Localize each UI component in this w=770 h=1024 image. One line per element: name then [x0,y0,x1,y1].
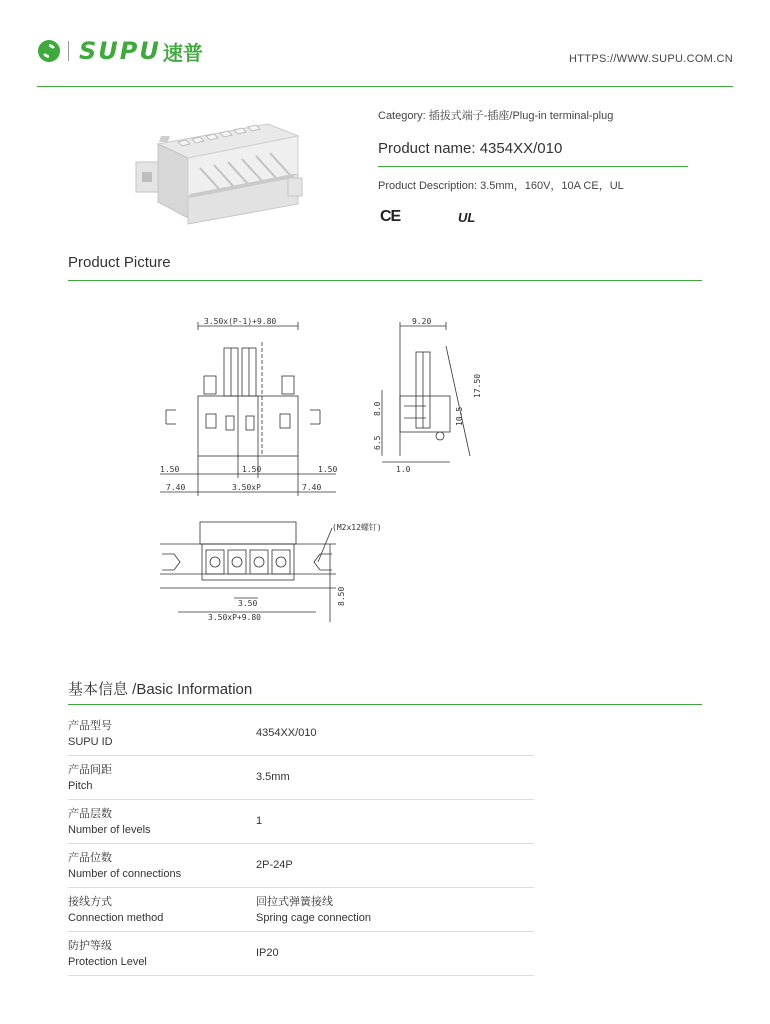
row-value: 3.5mm [256,771,290,783]
dim-side-v2: 6.5 [373,435,382,450]
row-label [68,893,256,927]
product-picture-title: Product Picture [68,254,171,271]
screw-note: (M2x12螺钉) [332,523,382,532]
table-row [68,756,534,800]
product-image [128,106,308,226]
table-row [68,712,534,756]
dim-bottom-b: 3.50xP+9.80 [208,613,261,622]
ce-mark-icon: CE [380,208,401,225]
basic-info-table [68,712,534,976]
dim-small-a: 1.50 [160,465,180,474]
product-category: Category: 插拔式端子-插座/Plug-in terminal-plug [378,110,614,122]
front-view [160,317,337,496]
product-name-rule [378,166,688,167]
product-picture-rule [68,280,702,281]
value-cn: 回拉式弹簧接线 [256,894,333,908]
brand-logo [38,36,203,66]
row-value: 1 [256,815,263,827]
label-en: Number of levels [68,823,151,836]
label-cn: 产品间距 [68,762,112,776]
dim-bottom-v: 8.50 [337,586,346,606]
dim-side-v1: 8.0 [373,401,382,416]
dim-side-bottom: 1.0 [396,465,411,474]
dim-side-v4: 10.5 [455,406,464,426]
table-row [68,844,534,888]
label-en: Connection method [68,911,164,924]
technical-drawing [150,306,500,628]
dim-bottom-a: 3.50 [238,599,258,608]
dim-side-top: 9.20 [412,317,432,326]
label-en: SUPU ID [68,735,113,748]
row-value: 2P-24P [256,859,293,871]
label-cn: 产品位数 [68,850,112,864]
row-label [68,717,256,751]
ul-mark-icon: UL [458,210,476,225]
table-row [68,800,534,844]
row-label [68,849,256,883]
label-en: Pitch [68,779,93,792]
row-label [68,805,256,839]
label-cn: 接线方式 [68,894,112,908]
label-cn: 产品层数 [68,806,112,820]
dim-small-c: 1.50 [318,465,338,474]
header-rule [37,86,733,87]
brand-name-cn: 速普 [162,40,203,65]
logo-divider [68,41,69,61]
bottom-view [160,522,382,622]
row-value [256,893,371,927]
row-label [68,937,256,971]
dim-top-label: 3.50x(P-1)+9.80 [204,317,277,326]
label-cn: 防护等级 [68,938,112,952]
label-en: Number of connections [68,867,182,880]
dim-left-c: 7.40 [302,483,322,492]
product-name: Product name: 4354XX/010 [378,140,563,157]
logo-icon [38,40,60,62]
row-value: 4354XX/010 [256,727,317,739]
table-row [68,932,534,976]
label-cn: 产品型号 [68,718,112,732]
dim-side-v3: 17.50 [473,373,482,398]
website-url[interactable]: HTTPS://WWW.SUPU.COM.CN [569,53,733,65]
side-view [373,317,482,474]
row-label [68,761,256,795]
basic-info-title: 基本信息 /Basic Information [68,681,253,698]
brand-name: SUPU [79,37,161,65]
product-description: Product Description: 3.5mm，160V，10A CE，UL [378,180,624,192]
label-en: Protection Level [68,955,147,968]
value-en: Spring cage connection [256,911,371,924]
table-row [68,888,534,932]
basic-info-rule [68,704,702,705]
dim-left-a: 7.40 [166,483,186,492]
row-value: IP20 [256,947,279,959]
dim-left-b: 3.50xP [232,483,261,492]
dim-small-b: 1.50 [242,465,262,474]
